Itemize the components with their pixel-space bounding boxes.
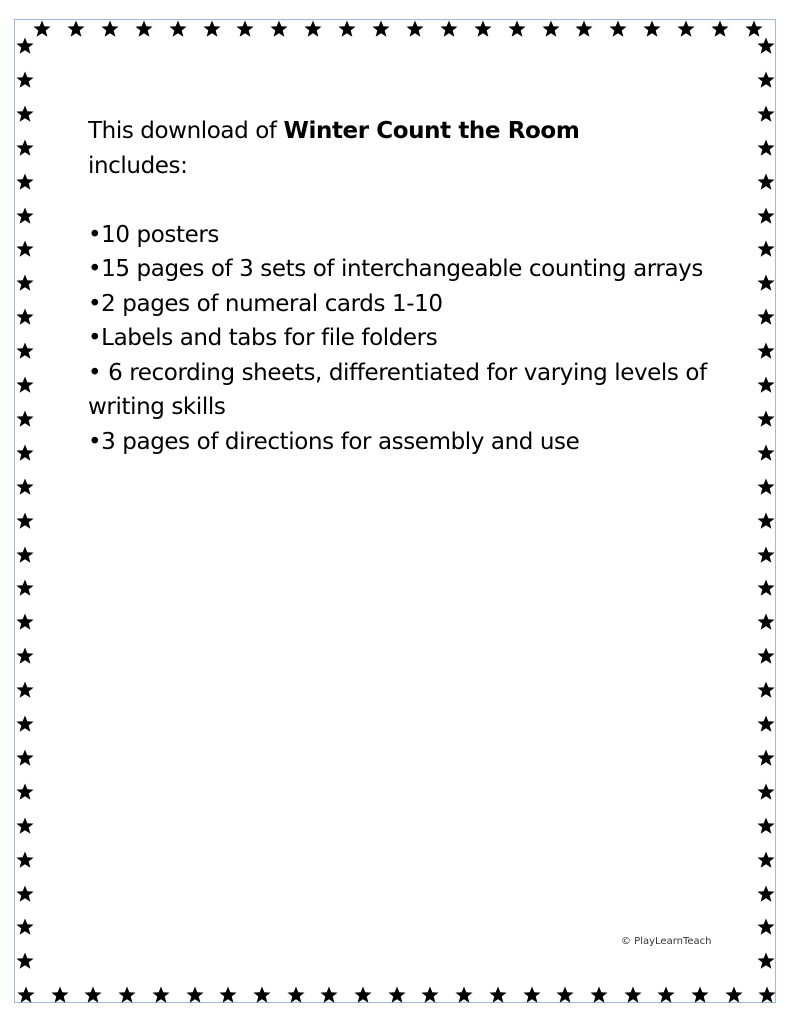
star-icon xyxy=(657,986,675,1004)
star-icon xyxy=(16,579,34,597)
star-icon xyxy=(16,376,34,394)
star-icon xyxy=(16,173,34,191)
star-icon xyxy=(758,986,776,1004)
star-icon xyxy=(421,986,439,1004)
star-icon xyxy=(677,20,695,38)
star-icon xyxy=(757,308,775,326)
star-icon xyxy=(757,613,775,631)
star-icon xyxy=(354,986,372,1004)
intro-paragraph xyxy=(88,114,708,183)
list-item: •3 pages of directions for assembly and use xyxy=(88,428,580,455)
star-icon xyxy=(16,240,34,258)
star-icon xyxy=(523,986,541,1004)
includes-list xyxy=(88,218,708,460)
star-icon xyxy=(455,986,473,1004)
star-icon xyxy=(16,410,34,428)
intro-suffix: includes: xyxy=(88,152,188,179)
star-icon xyxy=(304,20,322,38)
list-item: •2 pages of numeral cards 1-10 xyxy=(88,290,443,317)
star-icon xyxy=(489,986,507,1004)
star-icon xyxy=(643,20,661,38)
star-icon xyxy=(757,71,775,89)
star-icon xyxy=(406,20,424,38)
star-icon xyxy=(101,20,119,38)
star-icon xyxy=(575,20,593,38)
star-icon xyxy=(16,918,34,936)
star-icon xyxy=(757,444,775,462)
star-icon xyxy=(757,207,775,225)
star-icon xyxy=(186,986,204,1004)
star-icon xyxy=(16,851,34,869)
star-icon xyxy=(757,274,775,292)
star-icon xyxy=(16,37,34,55)
star-icon xyxy=(388,986,406,1004)
star-icon xyxy=(757,546,775,564)
star-icon xyxy=(757,715,775,733)
star-icon xyxy=(16,207,34,225)
star-icon xyxy=(16,512,34,530)
star-icon xyxy=(16,478,34,496)
intro-prefix: This download of xyxy=(88,118,284,144)
star-icon xyxy=(287,986,305,1004)
list-item: •15 pages of 3 sets of interchangeable counting arrays xyxy=(88,256,703,282)
star-icon xyxy=(590,986,608,1004)
star-icon xyxy=(253,986,271,1004)
star-icon xyxy=(757,105,775,123)
star-icon xyxy=(84,986,102,1004)
star-icon xyxy=(508,20,526,38)
star-icon xyxy=(556,986,574,1004)
star-icon xyxy=(169,20,187,38)
star-icon xyxy=(203,20,221,38)
star-icon xyxy=(16,342,34,360)
star-icon xyxy=(16,308,34,326)
star-icon xyxy=(757,783,775,801)
copyright-notice: © PlayLearnTeach xyxy=(621,936,712,947)
list-item: •Labels and tabs for file folders xyxy=(88,325,438,351)
star-icon xyxy=(16,613,34,631)
star-icon xyxy=(16,444,34,462)
star-icon xyxy=(757,173,775,191)
star-icon xyxy=(270,20,288,38)
star-icon xyxy=(16,885,34,903)
star-icon xyxy=(757,376,775,394)
star-icon xyxy=(16,546,34,564)
star-icon xyxy=(757,342,775,360)
star-icon xyxy=(757,410,775,428)
star-icon xyxy=(757,749,775,767)
star-icon xyxy=(33,20,51,38)
star-icon xyxy=(152,986,170,1004)
star-icon xyxy=(372,20,390,38)
star-icon xyxy=(624,986,642,1004)
star-icon xyxy=(757,952,775,970)
star-icon xyxy=(16,715,34,733)
star-icon xyxy=(16,952,34,970)
star-icon xyxy=(757,478,775,496)
star-icon xyxy=(135,20,153,38)
star-icon xyxy=(745,20,763,38)
star-icon xyxy=(757,647,775,665)
star-icon xyxy=(16,681,34,699)
product-title: Winter Count the Room xyxy=(283,118,580,144)
star-icon xyxy=(725,986,743,1004)
star-icon xyxy=(691,986,709,1004)
list-item: • 6 recording sheets, differentiated for varying levels of writing skills xyxy=(88,359,707,420)
star-icon xyxy=(757,579,775,597)
star-icon xyxy=(236,20,254,38)
star-icon xyxy=(757,885,775,903)
spacer xyxy=(88,183,708,218)
star-icon xyxy=(16,274,34,292)
star-icon xyxy=(16,139,34,157)
star-icon xyxy=(338,20,356,38)
star-icon xyxy=(757,918,775,936)
star-icon xyxy=(67,20,85,38)
star-icon xyxy=(757,240,775,258)
star-icon xyxy=(16,647,34,665)
star-icon xyxy=(16,783,34,801)
star-icon xyxy=(51,986,69,1004)
star-icon xyxy=(757,817,775,835)
star-icon xyxy=(609,20,627,38)
star-icon xyxy=(542,20,560,38)
star-icon xyxy=(16,105,34,123)
star-icon xyxy=(757,851,775,869)
star-icon xyxy=(16,817,34,835)
content-block xyxy=(88,114,708,459)
star-icon xyxy=(757,681,775,699)
star-icon xyxy=(320,986,338,1004)
star-icon xyxy=(219,986,237,1004)
star-icon xyxy=(440,20,458,38)
star-icon xyxy=(118,986,136,1004)
star-icon xyxy=(757,37,775,55)
star-icon xyxy=(757,139,775,157)
star-icon xyxy=(16,71,34,89)
star-icon xyxy=(711,20,729,38)
star-icon xyxy=(474,20,492,38)
star-icon xyxy=(757,512,775,530)
star-icon xyxy=(17,986,35,1004)
list-item: •10 posters xyxy=(88,221,220,248)
star-icon xyxy=(16,749,34,767)
